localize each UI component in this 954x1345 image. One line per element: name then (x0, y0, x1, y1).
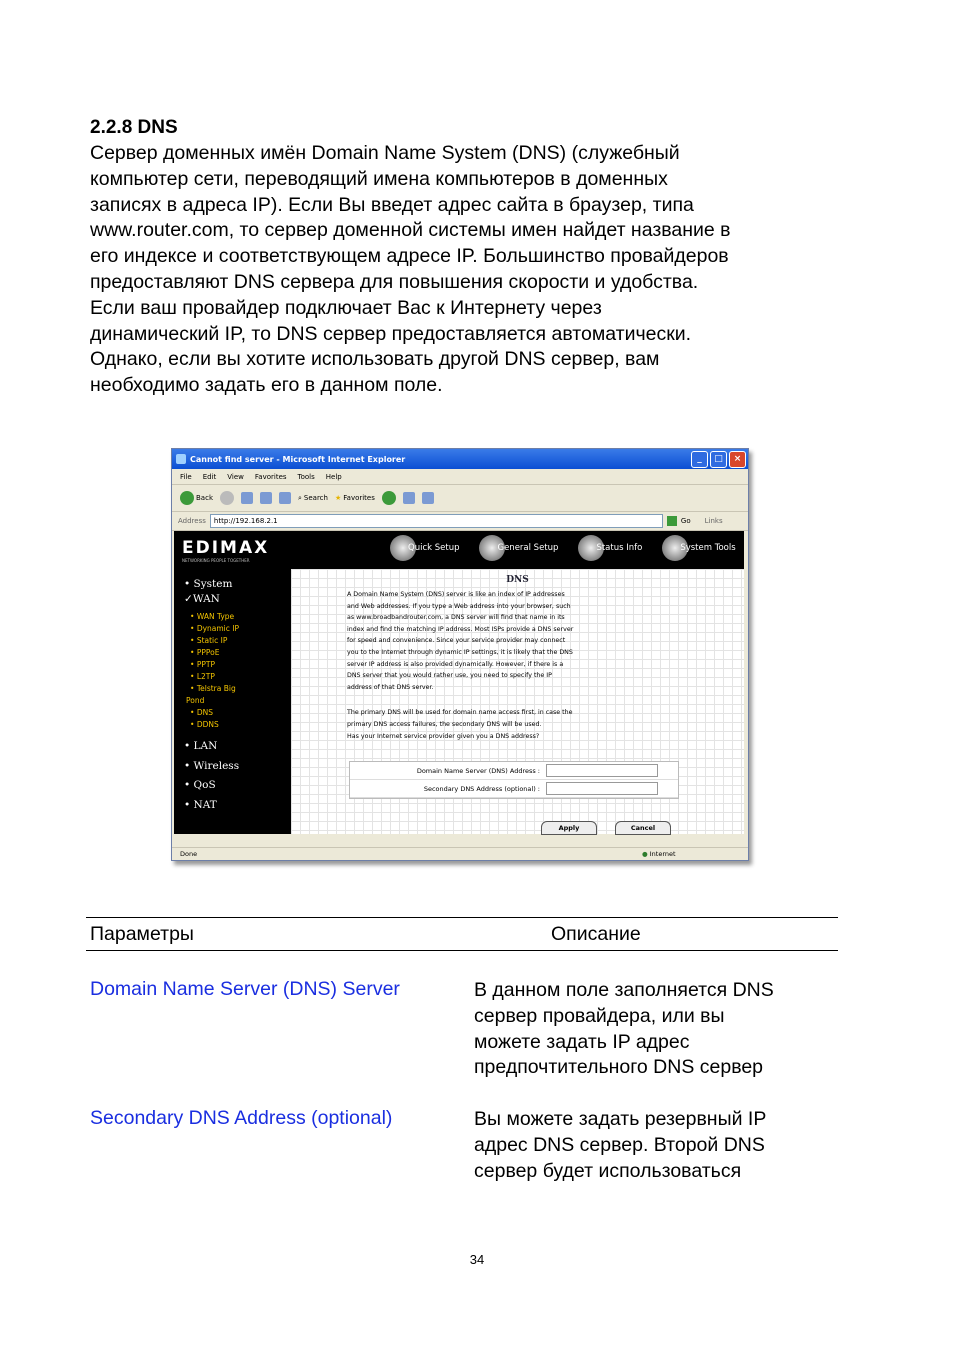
menu-favorites[interactable]: Favorites (254, 472, 287, 481)
nav-label: General Setup (497, 543, 559, 553)
sidebar-sub-label: DNS (196, 708, 213, 717)
forward-icon[interactable] (220, 491, 234, 505)
links-button[interactable]: Links (704, 517, 723, 525)
nav-quick-setup[interactable] (390, 535, 459, 561)
sidebar-sub-pptp[interactable]: • PPTP (190, 660, 215, 669)
intro-line: его индексе и соответствующем адресе IP. Большинство провайдеров (90, 245, 729, 268)
sidebar-sub-label: Dynamic IP (196, 624, 240, 633)
sidebar-item-system[interactable]: • System (184, 578, 233, 590)
sidebar-sub-label: Static IP (196, 636, 228, 645)
sidebar-sub-ddns[interactable]: • DDNS (190, 720, 219, 729)
browser-statusbar (172, 847, 748, 860)
intro-line: www.router.com, то сервер доменной системы имен найдет название в (90, 219, 731, 242)
desc-line: В данном поле заполняется DNS (474, 979, 774, 1001)
section-heading: 2.2.8 DNS (90, 117, 178, 138)
window-titlebar (172, 449, 748, 469)
desc-line: сервер провайдера, или вы (474, 1004, 725, 1027)
router-page (174, 531, 744, 834)
sidebar-sub-label: PPPoE (196, 648, 220, 657)
sidebar-label: QoS (193, 779, 216, 791)
nav-system-tools[interactable] (662, 535, 735, 561)
content-line: server IP address is also provided dynamically. However, if there is a (347, 660, 564, 668)
table-header-rule (86, 950, 838, 951)
sidebar-sub-label: L2TP (196, 672, 215, 681)
content-line: primary DNS access failures, the secondary DNS will be used. (347, 720, 542, 728)
menu-help[interactable]: Help (325, 472, 342, 481)
nav-label: Status Info (596, 543, 643, 553)
sidebar-label: Wireless (193, 759, 240, 772)
logo-tagline: NETWORKING PEOPLE TOGETHER (182, 558, 250, 563)
sidebar-label: WAN (192, 593, 220, 605)
content-line: The primary DNS will be used for domain name access first, in case the (347, 709, 573, 717)
nav-general-setup[interactable] (479, 535, 558, 561)
router-screenshot (171, 448, 749, 861)
intro-line: предоставляют DNS сервера для повышения скорости и удобства. (90, 270, 699, 293)
nav-label: Quick Setup (408, 543, 460, 553)
param-secondary-dns: Secondary DNS Address (optional) (90, 1107, 393, 1129)
sidebar-sub-l2tp[interactable]: • L2TP (190, 672, 215, 681)
sidebar-sub-label: Telstra Big (196, 684, 236, 693)
favorites-button[interactable] (335, 494, 375, 502)
content-paragraph-1 (347, 589, 704, 693)
back-label: Back (196, 494, 213, 502)
minimize-icon[interactable]: _ (691, 451, 708, 468)
print-icon[interactable] (422, 492, 434, 504)
sidebar-sub-telstra[interactable]: • Telstra Big (190, 684, 236, 693)
apply-button[interactable]: Apply (541, 821, 597, 835)
sidebar-sub-pppoe[interactable]: • PPPoE (190, 648, 220, 657)
star-icon: ★ (334, 494, 342, 502)
router-sidebar (174, 569, 291, 834)
edimax-logo: EDIMAX (182, 538, 270, 558)
intro-paragraph (90, 141, 850, 399)
sidebar-sub-dns[interactable]: • DNS (190, 708, 213, 717)
menu-view[interactable]: View (227, 472, 244, 481)
home-icon[interactable] (279, 492, 291, 504)
status-zone-label: Internet (649, 850, 676, 858)
stop-icon[interactable] (241, 492, 253, 504)
desc-line: Вы можете задать резервный IP (474, 1108, 767, 1130)
browser-toolbar (172, 485, 748, 512)
sidebar-sub-label: Pond (186, 696, 205, 705)
dns-field-label: Domain Name Server (DNS) Address : (416, 766, 540, 775)
sidebar-label: NAT (193, 798, 217, 811)
secondary-dns-input[interactable] (546, 782, 658, 795)
status-zone (642, 848, 676, 860)
sidebar-item-lan[interactable]: • LAN (184, 740, 218, 752)
desc-line: сервер будет использоваться (474, 1159, 742, 1182)
cancel-button[interactable]: Cancel (615, 821, 671, 835)
dns-address-input[interactable] (546, 764, 658, 777)
mail-icon[interactable] (403, 492, 415, 504)
menu-bar (172, 469, 748, 485)
sidebar-sub-dynamic-ip[interactable]: • Dynamic IP (190, 624, 240, 633)
sidebar-label: LAN (193, 740, 218, 752)
menu-edit[interactable]: Edit (202, 472, 217, 481)
search-label: Search (303, 494, 328, 502)
sidebar-item-wan[interactable]: ✓WAN (184, 593, 220, 605)
dns-form (349, 761, 679, 799)
content-line: address of that DNS server. (347, 683, 434, 691)
refresh-icon[interactable] (260, 492, 272, 504)
address-label: Address (178, 517, 206, 525)
intro-line: записях в адреса IP). Если Вы введет адрес сайта в браузер, типа (90, 193, 694, 216)
content-title: DNS (506, 575, 529, 585)
go-icon[interactable] (667, 516, 677, 526)
status-done: Done (180, 850, 198, 858)
ie-icon (176, 454, 186, 464)
router-banner (174, 531, 744, 569)
sidebar-sub-label: PPTP (196, 660, 215, 669)
go-button[interactable]: Go (680, 517, 691, 525)
table-header-param: Параметры (90, 923, 194, 945)
sidebar-sub-label: DDNS (196, 720, 219, 729)
maximize-icon[interactable]: □ (710, 451, 727, 468)
menu-tools[interactable]: Tools (297, 472, 315, 481)
nav-label: System Tools (680, 543, 736, 553)
secondary-dns-field-label: Secondary DNS Address (optional) : (423, 784, 540, 793)
content-line: as www.broadbandrouter.com, a DNS server will find that name in its (347, 614, 565, 622)
desc-dns-server (474, 978, 774, 1081)
intro-line: динамический IP, то DNS сервер предоставляется автоматически. (90, 322, 692, 345)
table-header-desc: Описание (551, 923, 641, 945)
desc-secondary-dns (474, 1107, 766, 1184)
back-button[interactable] (180, 491, 213, 505)
nav-status-info[interactable] (578, 535, 642, 561)
content-line: index and find the matching IP address. Most ISPs provide a DNS server (347, 625, 574, 633)
content-line: A Domain Name System (DNS) server is like an index of IP addresses (347, 591, 565, 598)
favorites-label: Favorites (343, 494, 375, 502)
desc-line: адрес DNS сервер. Второй DNS (474, 1133, 765, 1156)
sidebar-sub-wan-type[interactable]: • WAN Type (190, 612, 235, 621)
content-line: you to the Internet through dynamic IP settings, it is likely that the DNS (347, 648, 573, 656)
desc-line: можете задать IP адрес (474, 1030, 690, 1053)
sidebar-item-qos[interactable]: • QoS (184, 779, 216, 791)
history-icon[interactable] (382, 491, 396, 505)
content-line: DNS server that you would rather use, you need to specify the IP (347, 672, 552, 680)
content-line: and Web addresses. If you type a Web address into your browser, such (347, 602, 571, 610)
content-line: Has your Internet service provider given you a DNS address? (347, 732, 540, 740)
intro-line: Однако, если вы хотите использовать другой DNS сервер, вам (90, 348, 660, 371)
sidebar-sub-pond (186, 695, 291, 707)
internet-icon: ● (642, 850, 648, 858)
intro-line: Сервер доменных имён Domain Name System (DNS) (служебный (90, 142, 680, 164)
router-content (291, 569, 744, 834)
window-title: Cannot find server - Microsoft Internet Explorer (190, 454, 406, 464)
back-arrow-icon (180, 491, 194, 505)
intro-line: компьютер сети, переводящий имена компьютеров в доменных (90, 167, 668, 190)
desc-line: предпочтительного DNS сервер (474, 1056, 764, 1079)
content-paragraph-2 (347, 707, 704, 742)
content-line: for speed and convenience. Since your service provider may connect (347, 637, 566, 645)
menu-file[interactable]: File (180, 472, 192, 481)
page-number: 34 (469, 1252, 485, 1267)
intro-line: необходимо задать его в данном поле. (90, 374, 443, 397)
param-dns-server: Domain Name Server (DNS) Server (90, 978, 400, 1000)
sidebar-label: System (193, 578, 233, 590)
table-top-rule (86, 917, 838, 918)
intro-line: Если ваш провайдер подключает Вас к Интернету через (90, 296, 602, 319)
close-icon[interactable]: × (729, 451, 746, 468)
sidebar-item-nat[interactable]: • NAT (184, 798, 217, 811)
sidebar-item-wireless[interactable]: • Wireless (184, 759, 240, 772)
search-button[interactable] (298, 494, 328, 503)
search-icon: ⌕ (298, 493, 302, 502)
sidebar-sub-label: WAN Type (196, 612, 235, 621)
address-input[interactable]: http://192.168.2.1 (210, 514, 663, 528)
address-bar (172, 512, 748, 531)
sidebar-sub-static-ip[interactable]: • Static IP (190, 636, 228, 645)
